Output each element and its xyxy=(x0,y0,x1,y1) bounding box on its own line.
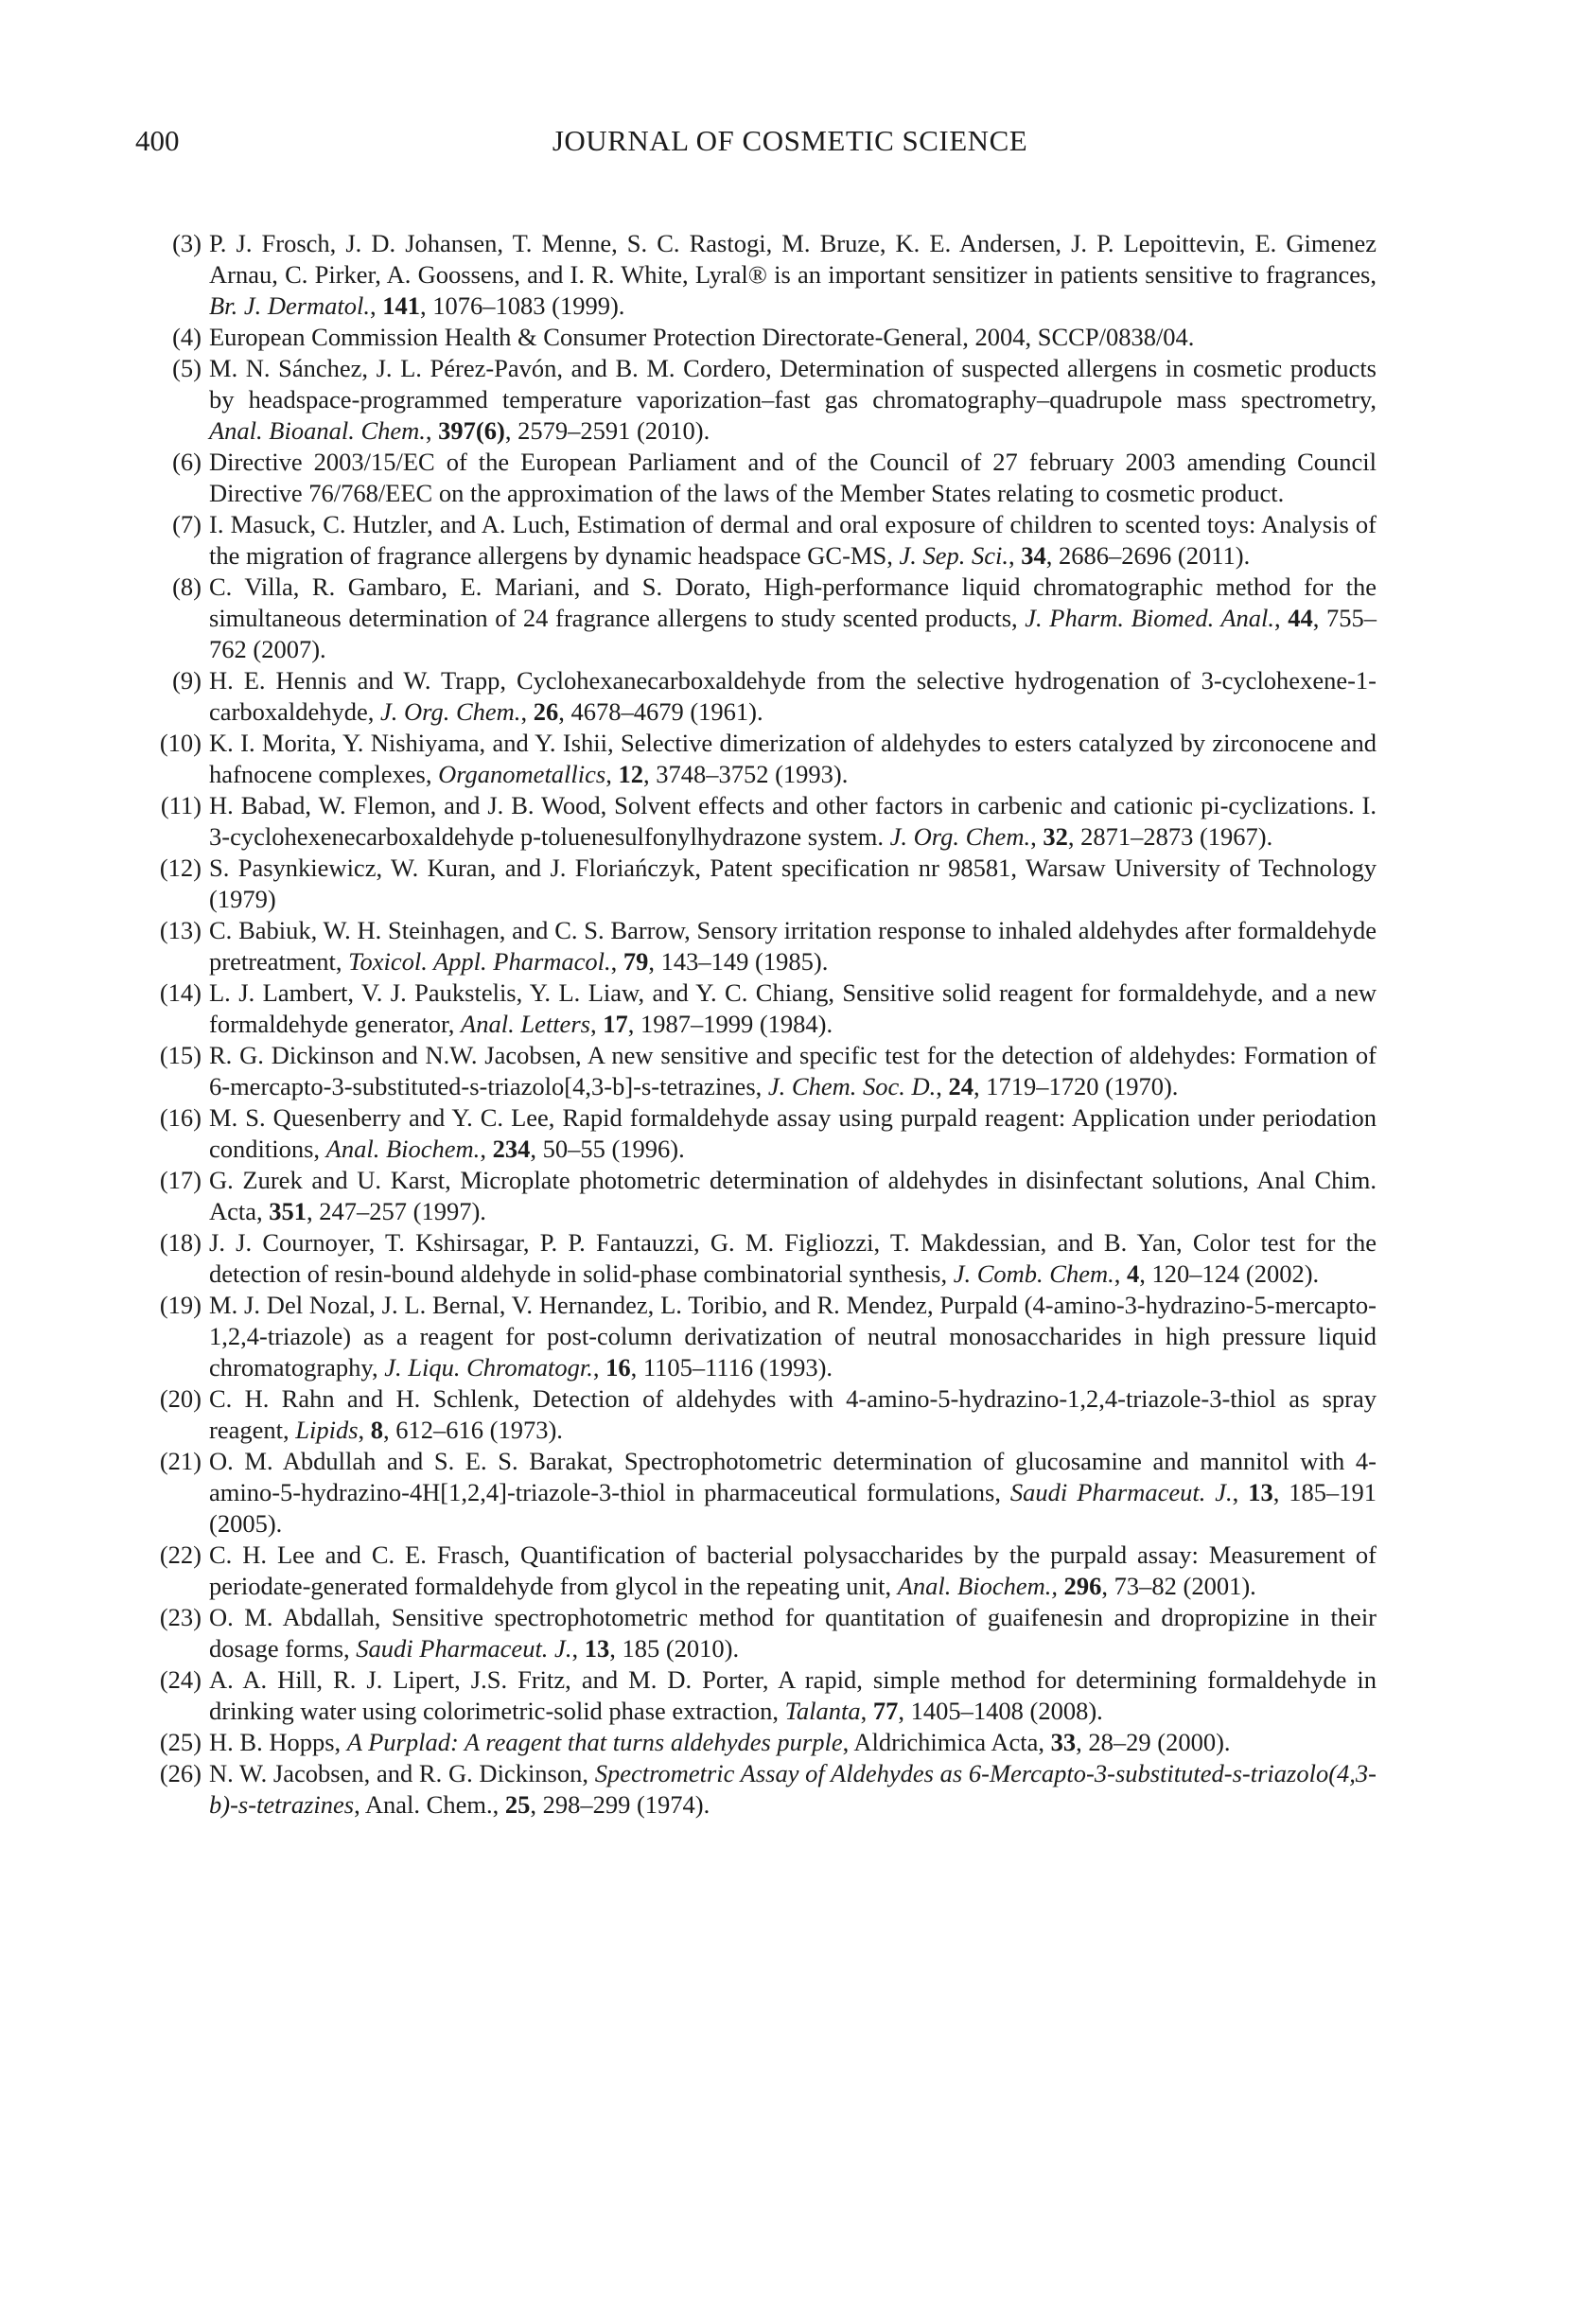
reference-number: (14) xyxy=(159,978,202,1007)
reference-number: (23) xyxy=(159,1603,202,1631)
reference-item xyxy=(156,1664,1377,1727)
reference-number: (21) xyxy=(159,1447,202,1475)
reference-item xyxy=(156,1290,1377,1383)
reference-number: (12) xyxy=(159,854,202,882)
reference-text: C. Babiuk, W. H. Steinhagen, and C. S. Barrow, Sensory irritation response to inhaled aldehydes after formaldehyde pretreatment, Toxicol. Appl. Pharmacol., 79, 143–149 (1985). xyxy=(209,916,1377,976)
reference-item xyxy=(156,322,1377,353)
reference-item xyxy=(156,1383,1377,1446)
reference-text: P. J. Frosch, J. D. Johansen, T. Menne, S. C. Rastogi, M. Bruze, K. E. Andersen, J. P. Lepoittevin, E. Gimenez Arnau, C. Pirker, A. Goossens, and I. R. White, Lyral® is an important sensitizer in patients sensitive to fragrances, Br. J. Dermatol., 141, 1076–1083 (1999). xyxy=(209,229,1377,320)
reference-number: (18) xyxy=(159,1228,202,1257)
journal-title: JOURNAL OF COSMETIC SCIENCE xyxy=(552,124,1028,157)
reference-number: (26) xyxy=(159,1759,202,1787)
reference-number: (3) xyxy=(172,229,202,257)
reference-text: G. Zurek and U. Karst, Microplate photometric determination of aldehydes in disinfectant solutions, Anal Chim. Acta, 351, 247–257 (1997). xyxy=(209,1166,1377,1225)
reference-number: (24) xyxy=(159,1665,202,1694)
reference-item xyxy=(156,728,1377,790)
reference-text: O. M. Abdullah and S. E. S. Barakat, Spectrophotometric determination of glucosamine and mannitol with 4-amino-5-hydrazino-4H[1,2,4]-triazole-3-thiol in pharmaceutical formulations, Saudi Pharmaceut. J., 13, 185–191 (2005). xyxy=(209,1447,1377,1538)
reference-text: M. N. Sánchez, J. L. Pérez-Pavón, and B. M. Cordero, Determination of suspected allergens in cosmetic products by headspace-programmed temperature vaporization–fast gas chromatography–quadrupole mass spectrometry, Anal. Bioanal. Chem., 397(6), 2579–2591 (2010). xyxy=(209,354,1377,445)
reference-number: (16) xyxy=(159,1103,202,1132)
reference-number: (11) xyxy=(160,791,202,819)
reference-item xyxy=(156,509,1377,572)
reference-number: (9) xyxy=(172,666,202,695)
reference-item xyxy=(156,1165,1377,1227)
reference-number: (17) xyxy=(159,1166,202,1194)
reference-text: European Commission Health & Consumer Protection Directorate-General, 2004, SCCP/0838/04. xyxy=(209,323,1195,351)
reference-item xyxy=(156,665,1377,728)
reference-text: C. H. Rahn and H. Schlenk, Detection of aldehydes with 4-amino-5-hydrazino-1,2,4-triazole-3-thiol as spray reagent, Lipids, 8, 612–616 (1973). xyxy=(209,1384,1377,1444)
reference-text: Directive 2003/15/EC of the European Parliament and of the Council of 27 february 2003 amending Council Directive 76/768/EEC on the approximation of the laws of the Member States relating to cosmetic product. xyxy=(209,448,1377,507)
reference-number: (7) xyxy=(172,510,202,538)
reference-text: M. S. Quesenberry and Y. C. Lee, Rapid formaldehyde assay using purpald reagent: Application under periodation conditions, Anal. Biochem., 234, 50–55 (1996). xyxy=(209,1103,1377,1163)
reference-item xyxy=(156,353,1377,447)
reference-text: M. J. Del Nozal, J. L. Bernal, V. Hernandez, L. Toribio, and R. Mendez, Purpald (4-amino-3-hydrazino-5-mercapto-1,2,4-triazole) as a reagent for post-column derivatization of neutral monosaccharides in high pressure liquid chromatography, J. Liqu. Chromatogr., 16, 1105–1116 (1993). xyxy=(209,1291,1377,1382)
reference-text: O. M. Abdallah, Sensitive spectrophotometric method for quantitation of guaifenesin and dropropizine in their dosage forms, Saudi Pharmaceut. J., 13, 185 (2010). xyxy=(209,1603,1377,1663)
reference-item xyxy=(156,1540,1377,1602)
reference-item xyxy=(156,853,1377,915)
reference-text: R. G. Dickinson and N.W. Jacobsen, A new sensitive and specific test for the detection of aldehydes: Formation of 6-mercapto-3-substituted-s-triazolo[4,3-b]-s-tetrazines, J. Chem. Soc. D., 24, 1719–1720 (1970). xyxy=(209,1041,1377,1100)
reference-number: (22) xyxy=(159,1540,202,1569)
reference-text: L. J. Lambert, V. J. Paukstelis, Y. L. Liaw, and Y. C. Chiang, Sensitive solid reagent for formaldehyde, and a new formaldehyde generator, Anal. Letters, 17, 1987–1999 (1984). xyxy=(209,978,1377,1038)
reference-number: (19) xyxy=(159,1291,202,1319)
page-number: 400 xyxy=(135,124,180,157)
reference-number: (20) xyxy=(159,1384,202,1413)
reference-item xyxy=(156,1602,1377,1664)
reference-item xyxy=(156,1758,1377,1821)
reference-item xyxy=(156,572,1377,665)
reference-item xyxy=(156,977,1377,1040)
reference-text: A. A. Hill, R. J. Lipert, J.S. Fritz, and M. D. Porter, A rapid, simple method for determining formaldehyde in drinking water using colorimetric-solid phase extraction, Talanta, 77, 1405–1408 (2008). xyxy=(209,1665,1377,1725)
reference-number: (25) xyxy=(159,1728,202,1756)
reference-number: (6) xyxy=(172,448,202,476)
reference-text: C. H. Lee and C. E. Frasch, Quantification of bacterial polysaccharides by the purpald assay: Measurement of periodate-generated formaldehyde from glycol in the repeating unit, Anal. Biochem., 296, 73–82 (2001). xyxy=(209,1540,1377,1600)
reference-number: (13) xyxy=(159,916,202,944)
reference-list xyxy=(156,228,1377,1821)
reference-item xyxy=(156,1040,1377,1102)
reference-number: (15) xyxy=(159,1041,202,1069)
reference-item xyxy=(156,1227,1377,1290)
reference-item xyxy=(156,1102,1377,1165)
reference-text: C. Villa, R. Gambaro, E. Mariani, and S. Dorato, High-performance liquid chromatographic method for the simultaneous determination of 24 fragrance allergens to study scented products, J. Pharm. Biomed. Anal., 44, 755–762 (2007). xyxy=(209,572,1377,663)
reference-text: J. J. Cournoyer, T. Kshirsagar, P. P. Fantauzzi, G. M. Figliozzi, T. Makdessian, and B. Yan, Color test for the detection of resin-bound aldehyde in solid-phase combinatorial synthesis, J. Comb. Chem., 4, 120–124 (2002). xyxy=(209,1228,1377,1288)
reference-item xyxy=(156,1727,1377,1758)
reference-text: H. Babad, W. Flemon, and J. B. Wood, Solvent effects and other factors in carbenic and cationic pi-cyclizations. I. 3-cyclohexenecarboxaldehyde p-toluenesulfonylhydrazone system. J. Org. Chem., 32, 2871–2873 (1967). xyxy=(209,791,1377,851)
reference-item xyxy=(156,228,1377,322)
reference-number: (10) xyxy=(159,729,202,757)
reference-number: (8) xyxy=(172,572,202,601)
reference-item xyxy=(156,915,1377,977)
reference-item xyxy=(156,447,1377,509)
reference-text: K. I. Morita, Y. Nishiyama, and Y. Ishii, Selective dimerization of aldehydes to esters catalyzed by zirconocene and hafnocene complexes, Organometallics, 12, 3748–3752 (1993). xyxy=(209,729,1377,788)
reference-text: H. B. Hopps, A Purplad: A reagent that turns aldehydes purple, Aldrichimica Acta, 33, 28–29 (2000). xyxy=(209,1728,1231,1756)
reference-text: N. W. Jacobsen, and R. G. Dickinson, Spectrometric Assay of Aldehydes as 6-Mercapto-3-substituted-s-triazolo(4,3-b)-s-tetrazines, Anal. Chem., 25, 298–299 (1974). xyxy=(209,1759,1377,1819)
reference-item xyxy=(156,1446,1377,1540)
reference-item xyxy=(156,790,1377,853)
reference-text: H. E. Hennis and W. Trapp, Cyclohexanecarboxaldehyde from the selective hydrogenation of 3-cyclohexene-1-carboxaldehyde, J. Org. Chem., 26, 4678–4679 (1961). xyxy=(209,666,1377,726)
reference-number: (5) xyxy=(172,354,202,382)
reference-number: (4) xyxy=(172,323,202,351)
reference-text: S. Pasynkiewicz, W. Kuran, and J. Floriańczyk, Patent specification nr 98581, Warsaw University of Technology (1979) xyxy=(209,854,1377,913)
reference-text: I. Masuck, C. Hutzler, and A. Luch, Estimation of dermal and oral exposure of children to scented toys: Analysis of the migration of fragrance allergens by dynamic headspace GC-MS, J. Sep. Sci., 34, 2686–2696 (2011). xyxy=(209,510,1377,570)
